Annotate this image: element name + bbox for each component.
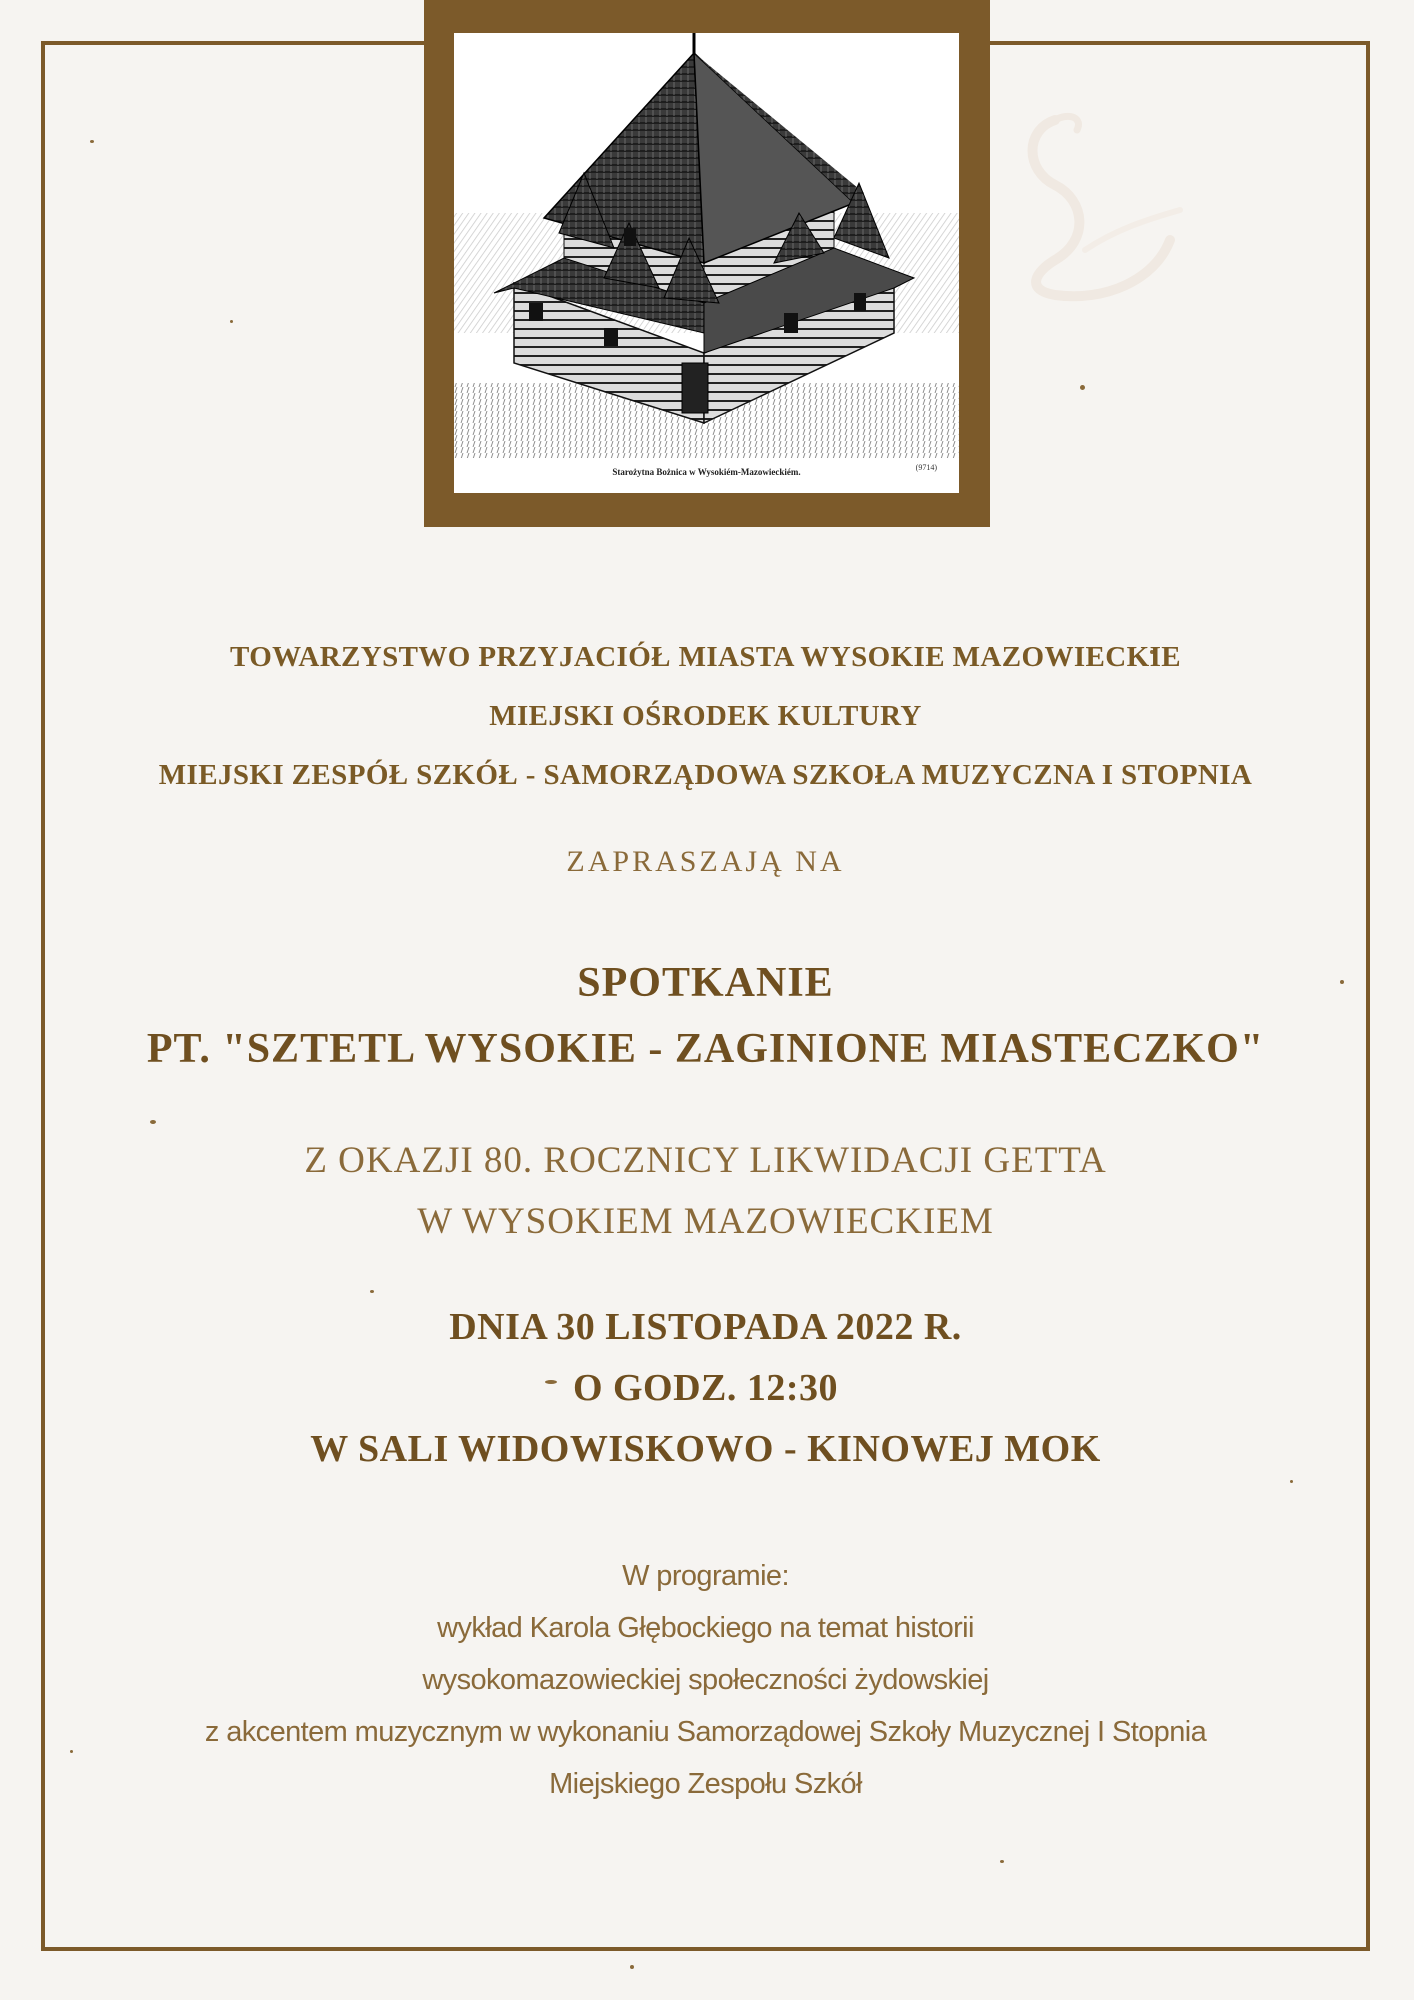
event-program	[41, 1550, 1370, 1810]
wooden-synagogue-engraving-icon	[454, 33, 959, 463]
synagogue-illustration	[454, 33, 959, 493]
program-line: wykład Karola Głębockiego na temat historii	[437, 1612, 974, 1644]
event-date-place	[41, 1297, 1370, 1480]
program-line: z akcentem muzycznym w wykonaniu Samorządowej Szkoły Muzycznej I Stopnia	[204, 1716, 1207, 1748]
illustration-caption: Starożytna Bożnica w Wysokiém-Mazowieckiém.	[612, 467, 801, 477]
organizers	[41, 628, 1370, 805]
organizer-line: TOWARZYSTWO PRZYJACIÓŁ MIASTA WYSOKIE MAZOWIECKIE	[230, 641, 1181, 673]
event-title-line: SPOTKANIE	[577, 960, 834, 1006]
event-time: O GODZ. 12:30	[572, 1367, 839, 1409]
occasion-line: W WYSOKIEM MAZOWIECKIEM	[417, 1201, 994, 1242]
invite-text: ZAPRASZAJĄ NA	[566, 845, 845, 878]
event-title	[41, 950, 1370, 1082]
organizer-line: MIEJSKI ZESPÓŁ SZKÓŁ - SAMORZĄDOWA SZKOŁA MUZYCZNA I STOPNIA	[158, 759, 1253, 791]
illustration-mount	[424, 0, 990, 527]
program-line: wysokomazowieckiej społeczności żydowskiej	[422, 1664, 989, 1696]
illustration-number: (9714)	[915, 463, 937, 472]
event-occasion	[41, 1130, 1370, 1252]
program-line: Miejskiego Zespołu Szkół	[549, 1768, 862, 1800]
event-date: DNIA 30 LISTOPADA 2022 R.	[449, 1306, 962, 1348]
organizer-line: MIEJSKI OŚRODEK KULTURY	[489, 700, 922, 732]
occasion-line: Z OKAZJI 80. ROCZNICY LIKWIDACJI GETTA	[304, 1140, 1107, 1181]
swan-watermark-icon	[995, 90, 1195, 310]
event-venue: W SALI WIDOWISKOWO - KINOWEJ MOK	[310, 1428, 1101, 1470]
program-line: W programie:	[622, 1560, 789, 1592]
event-title-line: PT. "SZTETL WYSOKIE - ZAGINIONE MIASTECZKO"	[146, 1026, 1265, 1072]
